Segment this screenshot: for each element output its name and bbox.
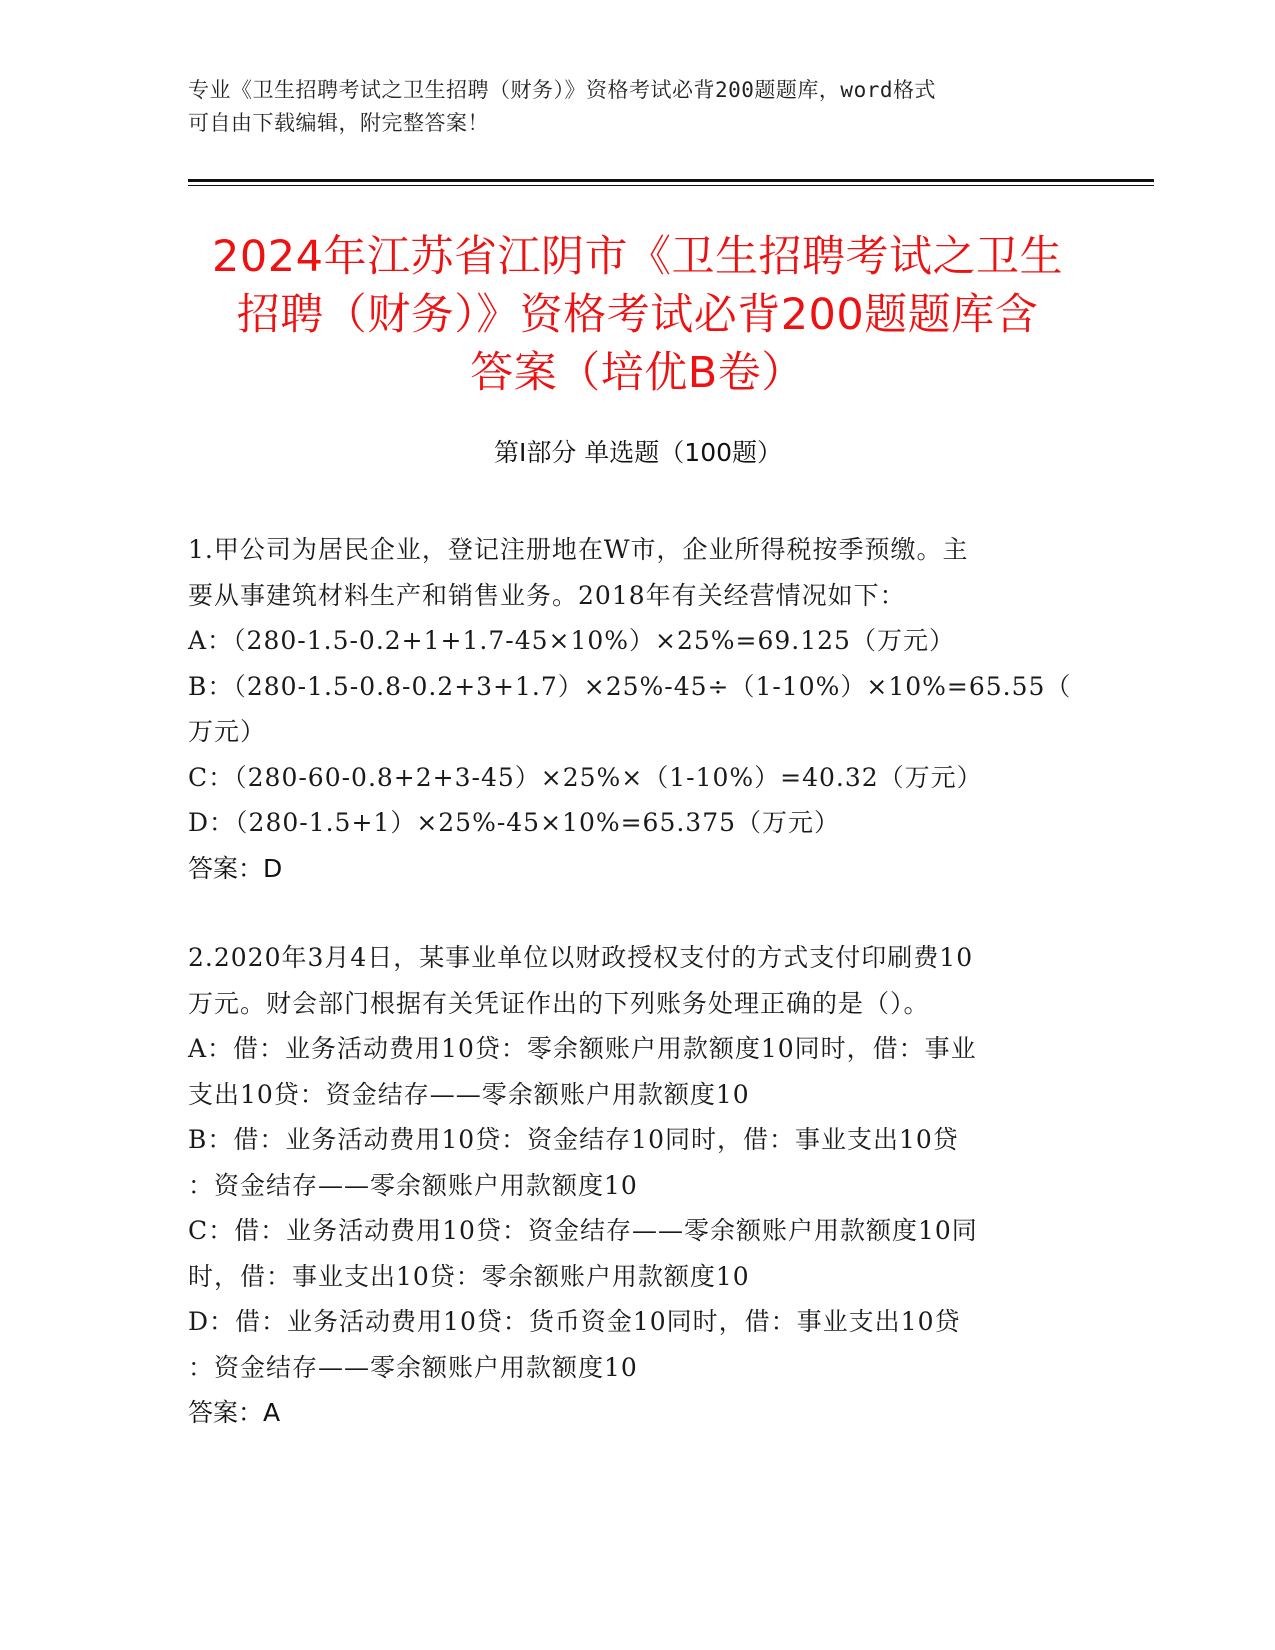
question-text: 万元。财会部门根据有关凭证作出的下列账务处理正确的是（）。: [188, 988, 930, 1018]
option-d-continued: ：资金结存——零余额账户用款额度10: [188, 1352, 638, 1382]
question-text: 2.2020年3月4日，某事业单位以财政授权支付的方式支付印刷费10: [188, 943, 974, 972]
option-d: D：借：业务活动费用10贷：货币资金10同时，借：事业支出10贷: [188, 1307, 961, 1336]
option-c: C：借：业务活动费用10贷：资金结存——零余额账户用款额度10同: [188, 1216, 978, 1245]
option-b-continued: 万元）: [188, 717, 267, 746]
option-c-continued: 时，借：事业支出10贷：零余额账户用款额度10: [188, 1261, 750, 1291]
option-a: A：借：业务活动费用10贷：零余额账户用款额度10同时，借：事业: [188, 1034, 977, 1063]
title-line: 答案（培优B卷）: [470, 348, 805, 398]
option-a-continued: 支出10贷：资金结存——零余额账户用款额度10: [188, 1079, 750, 1109]
section-heading: 第I部分 单选题（100题）: [493, 438, 783, 467]
answer-key: 答案：A: [188, 1398, 281, 1427]
option-d: D：（280-1.5+1）×25%-45×10%=65.375（万元）: [188, 808, 841, 837]
document-title: [180, 228, 1095, 402]
question-block: [188, 527, 1088, 891]
header-note: [188, 74, 1068, 140]
option-a: A：（280-1.5-0.2+1+1.7-45×10%）×25%=69.125（万元）: [188, 626, 955, 655]
option-c: C：（280-60-0.8+2+3-45）×25%×（1-10%）=40.32（万元）: [188, 762, 983, 792]
question-text: 要从事建筑材料生产和销售业务。2018年有关经营情况如下：: [188, 580, 906, 610]
title-line: 2024年江苏省江阴市《卫生招聘考试之卫生: [212, 232, 1063, 282]
question-block: [188, 935, 1088, 1436]
answer-key: 答案：D: [188, 853, 283, 883]
option-b: B：借：业务活动费用10贷：资金结存10同时，借：事业支出10贷: [188, 1125, 959, 1154]
header-note-line: 专业《卫生招聘考试之卫生招聘（财务）》资格考试必背200题题库，word格式: [188, 78, 936, 102]
header-note-line: 可自由下载编辑，附完整答案！: [188, 111, 489, 135]
title-line: 招聘（财务）》资格考试必背200题题库含: [236, 290, 1039, 340]
header-divider-thin: [188, 185, 1154, 186]
option-b: B：（280-1.5-0.8-0.2+3+1.7）×25%-45÷（1-10%）×10%=65.55（: [188, 671, 1072, 701]
question-text: 1.甲公司为居民企业，登记注册地在W市，企业所得税按季预缴。主: [188, 535, 969, 564]
option-b-continued: ：资金结存——零余额账户用款额度10: [188, 1170, 638, 1200]
header-divider: [188, 179, 1154, 182]
